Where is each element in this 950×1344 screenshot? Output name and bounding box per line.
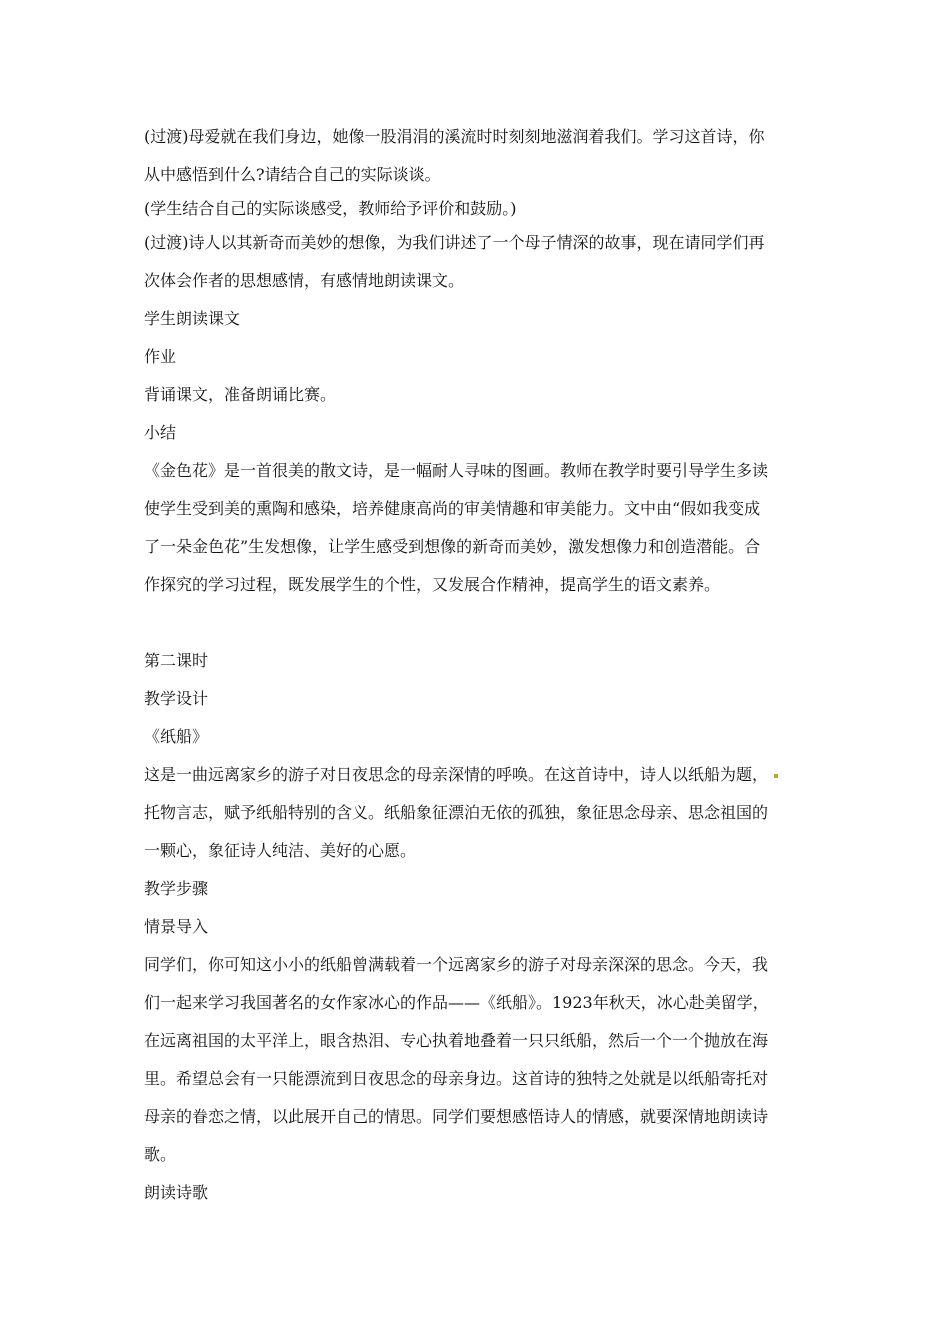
paragraph-line: 托物言志，赋予纸船特别的含义。纸船象征漂泊无依的孤独，象征思念母亲、思念祖国的 bbox=[144, 803, 769, 822]
paragraph-line: (学生结合自己的实际谈感受，教师给予评价和鼓励。) bbox=[144, 199, 517, 218]
paragraph-line: 从中感悟到什么?请结合自己的实际谈谈。 bbox=[144, 165, 441, 184]
paragraph-line: 在远离祖国的太平洋上，眼含热泪、专心执着地叠着一只只纸船，然后一个一个抛放在海 bbox=[144, 1031, 769, 1050]
paragraph-line: 《金色花》是一首很美的散文诗，是一幅耐人寻味的图画。教师在教学时要引导学生多读 bbox=[144, 461, 769, 480]
blank-line bbox=[144, 604, 812, 642]
dot-mark-icon bbox=[774, 774, 778, 778]
paragraph-line: (过渡)诗人以其新奇而美妙的想像，为我们讲述了一个母子情深的故事，现在请同学们再 bbox=[144, 233, 765, 252]
paragraph-line: 背诵课文，准备朗诵比赛。 bbox=[144, 385, 337, 404]
section-heading: 学生朗读课文 bbox=[144, 309, 241, 328]
section-heading: 作业 bbox=[144, 347, 177, 366]
section-heading: 第二课时 bbox=[144, 651, 209, 670]
paragraph-line: 里。希望总会有一只能漂流到日夜思念的母亲身边。这首诗的独特之处就是以纸船寄托对 bbox=[144, 1069, 769, 1088]
section-heading: 朗读诗歌 bbox=[144, 1183, 209, 1202]
paragraph-line: (过渡)母爱就在我们身边，她像一股涓涓的溪流时时刻刻地滋润着我们。学习这首诗，你 bbox=[144, 127, 765, 146]
paragraph-line: 一颗心，象征诗人纯洁、美好的心愿。 bbox=[144, 841, 417, 860]
document-page bbox=[144, 118, 812, 1212]
paragraph-line: 作探究的学习过程，既发展学生的个性，又发展合作精神，提高学生的语文素养。 bbox=[144, 575, 721, 594]
paragraph-line: 母亲的眷恋之情，以此展开自己的情思。同学们要想感悟诗人的情感，就要深情地朗读诗 bbox=[144, 1107, 769, 1126]
paragraph-line: 使学生受到美的熏陶和感染，培养健康高尚的审美情趣和审美能力。文中由“假如我变成 bbox=[144, 499, 761, 518]
paragraph-line: 了一朵金色花”生发想像，让学生感受到想像的新奇而美妙，激发想像力和创造潜能。合 bbox=[144, 537, 761, 556]
paragraph-line: 们一起来学习我国著名的女作家冰心的作品——《纸船》。1923年秋天，冰心赴美留学， bbox=[144, 993, 769, 1012]
paragraph-text: 这是一曲远离家乡的游子对日夜思念的母亲深情的呼唤。在这首诗中，诗人以纸船为题， bbox=[144, 765, 769, 784]
section-heading: 情景导入 bbox=[144, 917, 209, 936]
paragraph-line: 同学们，你可知这小小的纸船曾满载着一个远离家乡的游子对母亲深深的思念。今天，我 bbox=[144, 955, 769, 974]
section-heading: 小结 bbox=[144, 423, 177, 442]
paragraph-line: 次体会作者的思想感情，有感情地朗读课文。 bbox=[144, 271, 465, 290]
section-heading: 教学设计 bbox=[144, 689, 209, 708]
section-heading: 教学步骤 bbox=[144, 879, 209, 898]
section-heading: 《纸船》 bbox=[144, 727, 209, 746]
paragraph-line: 歌。 bbox=[144, 1145, 177, 1164]
paragraph-line bbox=[144, 756, 812, 794]
